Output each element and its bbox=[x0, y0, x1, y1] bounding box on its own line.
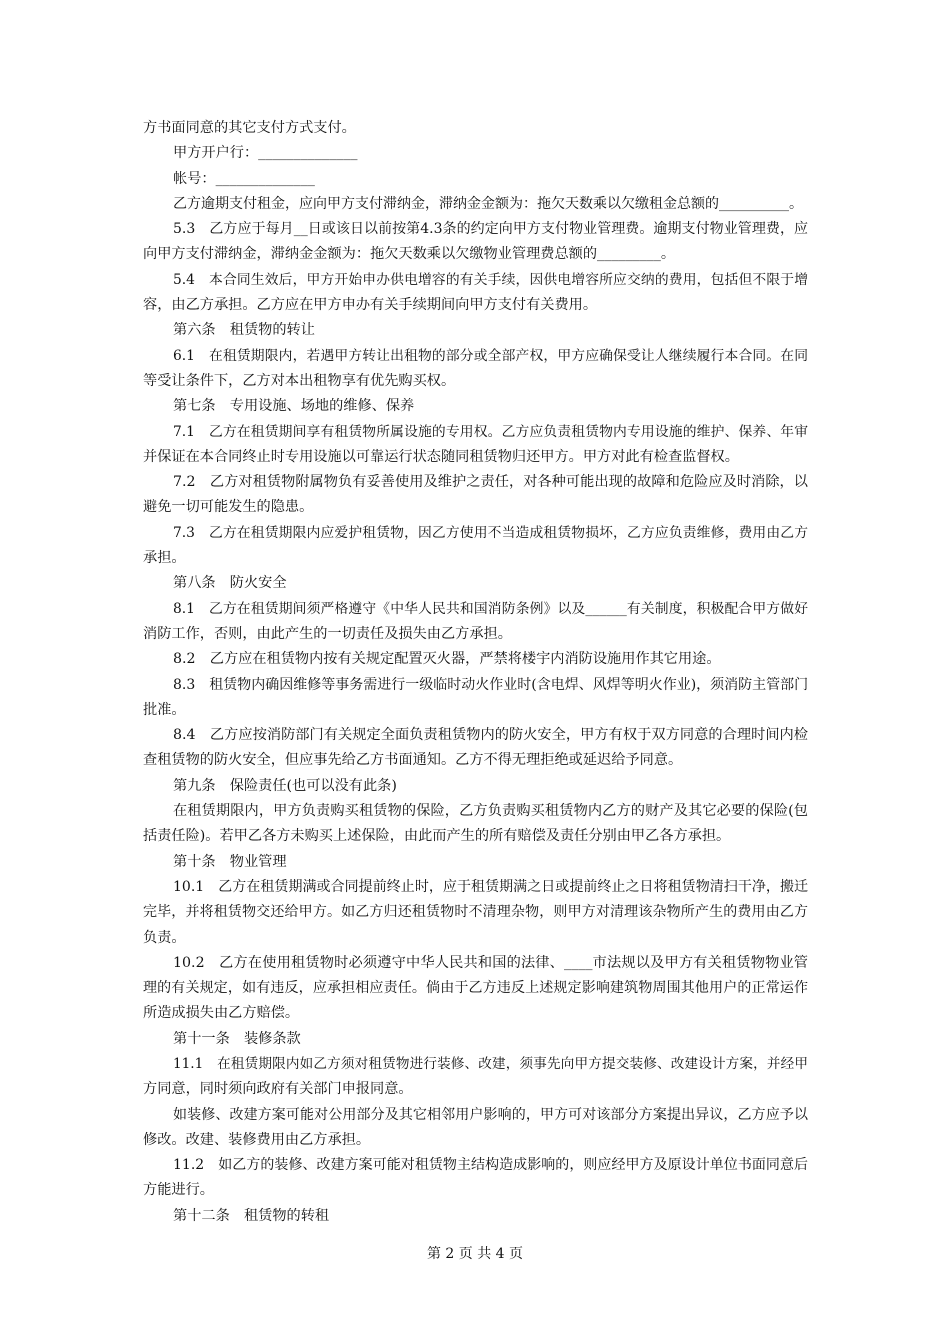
text-line: 甲方开户行：______________ bbox=[173, 145, 358, 162]
text-line: 第七条 专用设施、场地的维修、保养 bbox=[173, 398, 415, 415]
text-line: 8.4 乙方应按消防部门有关规定全面负责租赁物内的防火安全，甲方有权于双方同意的合理时间内检 bbox=[173, 727, 808, 744]
text-line: 8.3 租赁物内确因维修等事务需进行一级临时动火作业时(含电焊、风焊等明火作业)，须消防主管部门 bbox=[173, 676, 809, 693]
text-line: 帐号：______________ bbox=[173, 170, 315, 187]
text-line: 11.2 如乙方的装修、改建方案可能对租赁物主结构造成影响的，则应经甲方及原设计单位书面同意后 bbox=[173, 1157, 808, 1174]
text-line: 第十二条 租赁物的转租 bbox=[173, 1207, 330, 1224]
text-line: 等受让条件下，乙方对本出租物享有优先购买权。 bbox=[143, 372, 456, 389]
text-line: 向甲方支付滞纳金，滞纳金金额为：拖欠天数乘以欠缴物业管理费总额的_________。 bbox=[143, 246, 676, 263]
text-line: 5.4 本合同生效后，甲方开始申办供电增容的有关手续，因供电增容所应交纳的费用，包括但不限于增 bbox=[173, 271, 808, 288]
text-line: 10.1 乙方在租赁期满或合同提前终止时，应于租赁期满之日或提前终止之日将租赁物清扫干净，搬迁 bbox=[173, 878, 808, 895]
text-line: 10.2 乙方在使用租赁物时必须遵守中华人民共和国的法律、____市法规以及甲方有关租赁物物业管 bbox=[173, 954, 808, 971]
text-line: 所造成损失由乙方赔偿。 bbox=[143, 1005, 300, 1022]
text-line: 承担。 bbox=[143, 550, 186, 567]
text-line: 修改。改建、装修费用由乙方承担。 bbox=[143, 1131, 371, 1148]
text-line: 6.1 在租赁期限内，若遇甲方转让出租物的部分或全部产权，甲方应确保受让人继续履行本合同。在同 bbox=[173, 347, 808, 364]
text-line: 第八条 防火安全 bbox=[173, 575, 287, 592]
text-line: 方书面同意的其它支付方式支付。 bbox=[143, 120, 356, 136]
page-footer: 第 2 页 共 4 页 bbox=[426, 1246, 524, 1262]
text-line: 查租赁物的防火安全，但应事先给乙方书面通知。乙方不得无理拒绝或延迟给予同意。 bbox=[143, 752, 683, 769]
text-line: 并保证在本合同终止时专用设施以可靠运行状态随同租赁物归还甲方。甲方对此有检查监督权。 bbox=[143, 448, 739, 465]
text-line: 在租赁期限内，甲方负责购买租赁物的保险，乙方负责购买租赁物内乙方的财产及其它必要的保险(包 bbox=[173, 803, 808, 820]
text-line: 7.2 乙方对租赁物附属物负有妥善使用及维护之责任，对各种可能出现的故障和危险应及时消除，以 bbox=[173, 474, 808, 491]
text-line: 第十条 物业管理 bbox=[173, 853, 287, 870]
text-line: 理的有关规定，如有违反，应承担相应责任。倘由于乙方违反上述规定影响建筑物周围其他用户的正常运作 bbox=[143, 980, 808, 997]
text-line: 括责任险)。若甲乙各方未购买上述保险，由此而产生的所有赔偿及责任分别由甲乙各方承担。 bbox=[143, 828, 731, 845]
text-line: 消防工作，否则，由此产生的一切责任及损失由乙方承担。 bbox=[143, 625, 512, 642]
text-line: 方同意，同时须向政府有关部门申报同意。 bbox=[143, 1081, 413, 1098]
text-line: 如装修、改建方案可能对公用部分及其它相邻用户影响的，甲方可对该部分方案提出异议，乙方应予以 bbox=[173, 1106, 808, 1123]
text-line: 第九条 保险责任(也可以没有此条) bbox=[173, 777, 397, 794]
text-line: 第六条 租赁物的转让 bbox=[173, 322, 315, 339]
text-line: 7.1 乙方在租赁期间享有租赁物所属设施的专用权。乙方应负责租赁物内专用设施的维护、保养、年审 bbox=[173, 423, 808, 440]
text-line: 8.1 乙方在租赁期间须严格遵守《中华人民共和国消防条例》以及______有关制度，积极配合甲方做好 bbox=[173, 600, 808, 617]
text-line: 7.3 乙方在租赁期限内应爱护租赁物，因乙方使用不当造成租赁物损坏，乙方应负责维修，费用由乙方 bbox=[173, 524, 808, 541]
text-line: 乙方逾期支付租金，应向甲方支付滞纳金，滞纳金金额为：拖欠天数乘以欠缴租金总额的__________。 bbox=[173, 195, 803, 212]
text-line: 完毕，并将租赁物交还给甲方。如乙方归还租赁物时不清理杂物，则甲方对清理该杂物所产生的费用由乙方 bbox=[143, 904, 808, 921]
text-line: 5.3 乙方应于每月__日或该日以前按第4.3条的约定向甲方支付物业管理费。逾期支付物业管理费，应 bbox=[173, 221, 808, 238]
document-body bbox=[143, 116, 808, 1229]
text-line: 负责。 bbox=[143, 929, 186, 946]
text-line: 避免一切可能发生的隐患。 bbox=[143, 499, 314, 516]
text-line: 容，由乙方承担。乙方应在甲方申办有关手续期间向甲方支付有关费用。 bbox=[143, 297, 598, 314]
text-line: 11.1 在租赁期限内如乙方须对租赁物进行装修、改建，须事先向甲方提交装修、改建设计方案，并经甲 bbox=[173, 1055, 808, 1072]
text-line: 方能进行。 bbox=[143, 1182, 214, 1199]
text-line: 批准。 bbox=[143, 701, 186, 718]
text-line: 8.2 乙方应在租赁物内按有关规定配置灭火器，严禁将楼宇内消防设施用作其它用途。 bbox=[173, 651, 721, 668]
text-line: 第十一条 装修条款 bbox=[173, 1030, 301, 1047]
